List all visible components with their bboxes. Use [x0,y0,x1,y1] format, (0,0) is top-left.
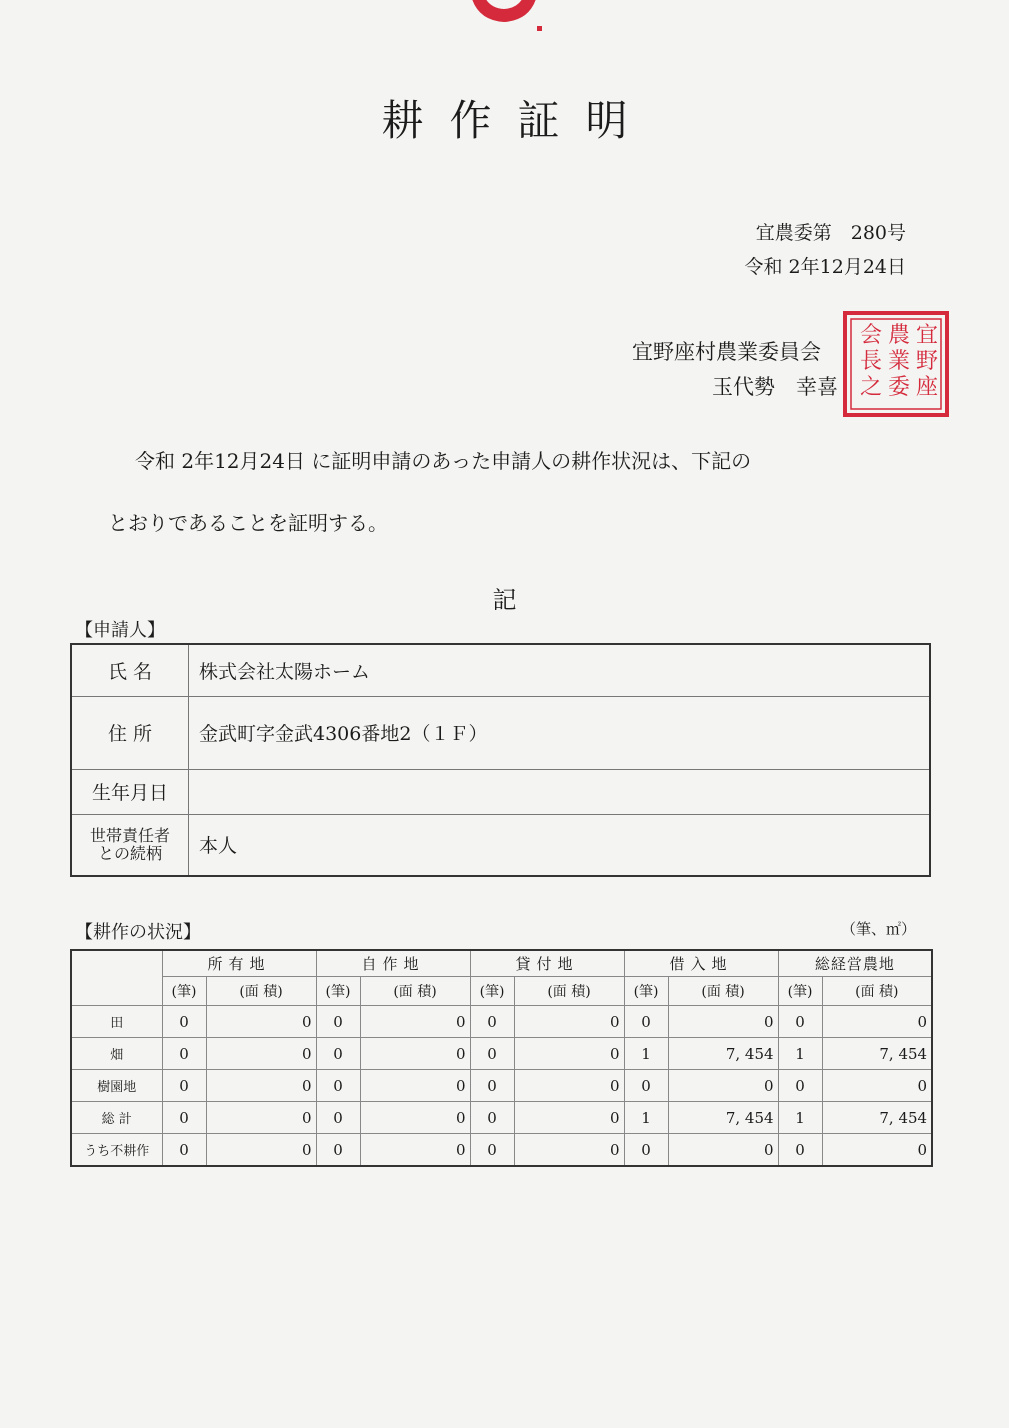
farm-row-total [71,1102,932,1134]
count-cell: 0 [162,1006,206,1038]
sub-area-header: (面 積) [206,977,316,1006]
area-cell: 7, 454 [668,1038,778,1070]
farm-section-label: 【耕作の状況】 [75,922,201,943]
area-cell: 0 [360,1070,470,1102]
count-cell: 0 [316,1070,360,1102]
row-label: 樹園地 [71,1070,162,1102]
sub-count-header: (筆) [162,977,206,1006]
farm-row-orchard [71,1070,932,1102]
group-borrowed: 借入地 [624,950,778,977]
count-cell: 0 [316,1006,360,1038]
sub-area-header: (面 積) [360,977,470,1006]
area-cell: 0 [668,1134,778,1167]
relation-label [71,814,189,876]
count-cell: 0 [162,1070,206,1102]
sub-count-header: (筆) [624,977,668,1006]
area-cell: 0 [206,1070,316,1102]
group-owned-land: 所有地 [162,950,316,977]
count-cell: 0 [162,1102,206,1134]
area-cell: 7, 454 [822,1102,932,1134]
address-label: 住 所 [71,696,189,769]
count-cell: 1 [778,1038,822,1070]
applicant-row-relation [71,814,930,876]
area-cell: 0 [514,1134,624,1167]
applicant-table [70,643,931,877]
count-cell: 0 [162,1038,206,1070]
issuer-org: 宜野座村農業委員会 [632,340,821,364]
farm-group-header-row [71,950,932,977]
birth-label: 生年月日 [71,769,189,814]
area-cell: 0 [668,1070,778,1102]
issuer-block [632,335,838,405]
farm-status-table [70,949,933,1167]
name-label: 氏 名 [71,644,189,696]
area-cell: 0 [206,1102,316,1134]
sub-area-header: (面 積) [668,977,778,1006]
relation-label-line1: 世帯責任者 [89,825,170,845]
area-cell: 0 [206,1006,316,1038]
svg-text:農: 農 [888,323,911,348]
area-cell: 0 [360,1134,470,1167]
relation-label-line2: との続柄 [97,843,162,863]
group-total-managed: 総経営農地 [778,950,932,977]
area-cell: 0 [206,1134,316,1167]
svg-text:野: 野 [916,349,939,374]
count-cell: 0 [162,1134,206,1167]
name-value: 株式会社太陽ホーム [189,644,931,696]
count-cell: 0 [470,1070,514,1102]
count-cell: 0 [316,1102,360,1134]
count-cell: 0 [624,1134,668,1167]
sub-area-header: (面 積) [514,977,624,1006]
area-cell: 0 [206,1038,316,1070]
svg-text:座: 座 [916,375,939,400]
ki-heading: 記 [492,586,517,614]
area-cell: 0 [822,1134,932,1167]
row-label: うち不耕作 [71,1134,162,1167]
birth-value [189,769,931,814]
area-cell: 7, 454 [668,1102,778,1134]
area-cell: 0 [360,1006,470,1038]
area-cell: 0 [514,1102,624,1134]
farm-corner-cell [71,950,162,1006]
address-value: 金武町字金武4306番地2（１Ｆ） [189,696,931,769]
farm-row-uncultivated [71,1134,932,1167]
applicant-row-name [71,644,930,696]
count-cell: 1 [778,1102,822,1134]
area-cell: 0 [668,1006,778,1038]
svg-text:会: 会 [860,323,883,348]
svg-text:委: 委 [888,375,911,400]
count-cell: 0 [470,1134,514,1167]
unit-label: （筆、㎡） [840,920,916,938]
group-self-cultivated: 自作地 [316,950,470,977]
row-label: 総 計 [71,1102,162,1134]
count-cell: 0 [316,1038,360,1070]
area-cell: 0 [514,1006,624,1038]
row-label: 田 [71,1006,162,1038]
document-number: 宜農委第 280号 [755,222,906,244]
count-cell: 0 [624,1070,668,1102]
count-cell: 0 [316,1134,360,1167]
count-cell: 0 [778,1006,822,1038]
farm-sub-header-row [71,977,932,1006]
area-cell: 0 [360,1102,470,1134]
document-date: 令和 2年12月24日 [744,256,906,278]
area-cell: 0 [822,1070,932,1102]
count-cell: 1 [624,1038,668,1070]
farm-row-field [71,1038,932,1070]
svg-text:宜: 宜 [916,323,939,348]
count-cell: 0 [470,1038,514,1070]
top-stamp-mark [463,0,545,42]
applicant-section-label: 【申請人】 [75,620,165,641]
area-cell: 0 [514,1070,624,1102]
count-cell: 0 [470,1006,514,1038]
document-number-block [745,216,906,284]
sub-count-header: (筆) [316,977,360,1006]
relation-value: 本人 [189,814,931,876]
group-leased-out: 貸付地 [470,950,624,977]
document-title: 耕作証明 [381,96,654,145]
svg-text:業: 業 [888,349,911,374]
applicant-row-birth [71,769,930,814]
issuer-name: 玉代勢 幸喜 [712,375,838,399]
applicant-row-address [71,696,930,769]
area-cell: 0 [514,1038,624,1070]
svg-text:長: 長 [860,349,883,374]
body-line-2: とおりであることを証明する。 [108,511,388,535]
sub-count-header: (筆) [778,977,822,1006]
farm-row-paddy [71,1006,932,1038]
body-line-1: 令和 2年12月24日 に証明申請のあった申請人の耕作状況は、下記の [135,449,752,473]
count-cell: 0 [470,1102,514,1134]
row-label: 畑 [71,1038,162,1070]
sub-count-header: (筆) [470,977,514,1006]
area-cell: 0 [360,1038,470,1070]
area-cell: 0 [822,1006,932,1038]
sub-area-header: (面 積) [822,977,932,1006]
svg-text:之: 之 [860,375,883,400]
area-cell: 7, 454 [822,1038,932,1070]
count-cell: 1 [624,1102,668,1134]
count-cell: 0 [778,1070,822,1102]
count-cell: 0 [778,1134,822,1167]
official-seal [842,310,950,418]
count-cell: 0 [624,1006,668,1038]
